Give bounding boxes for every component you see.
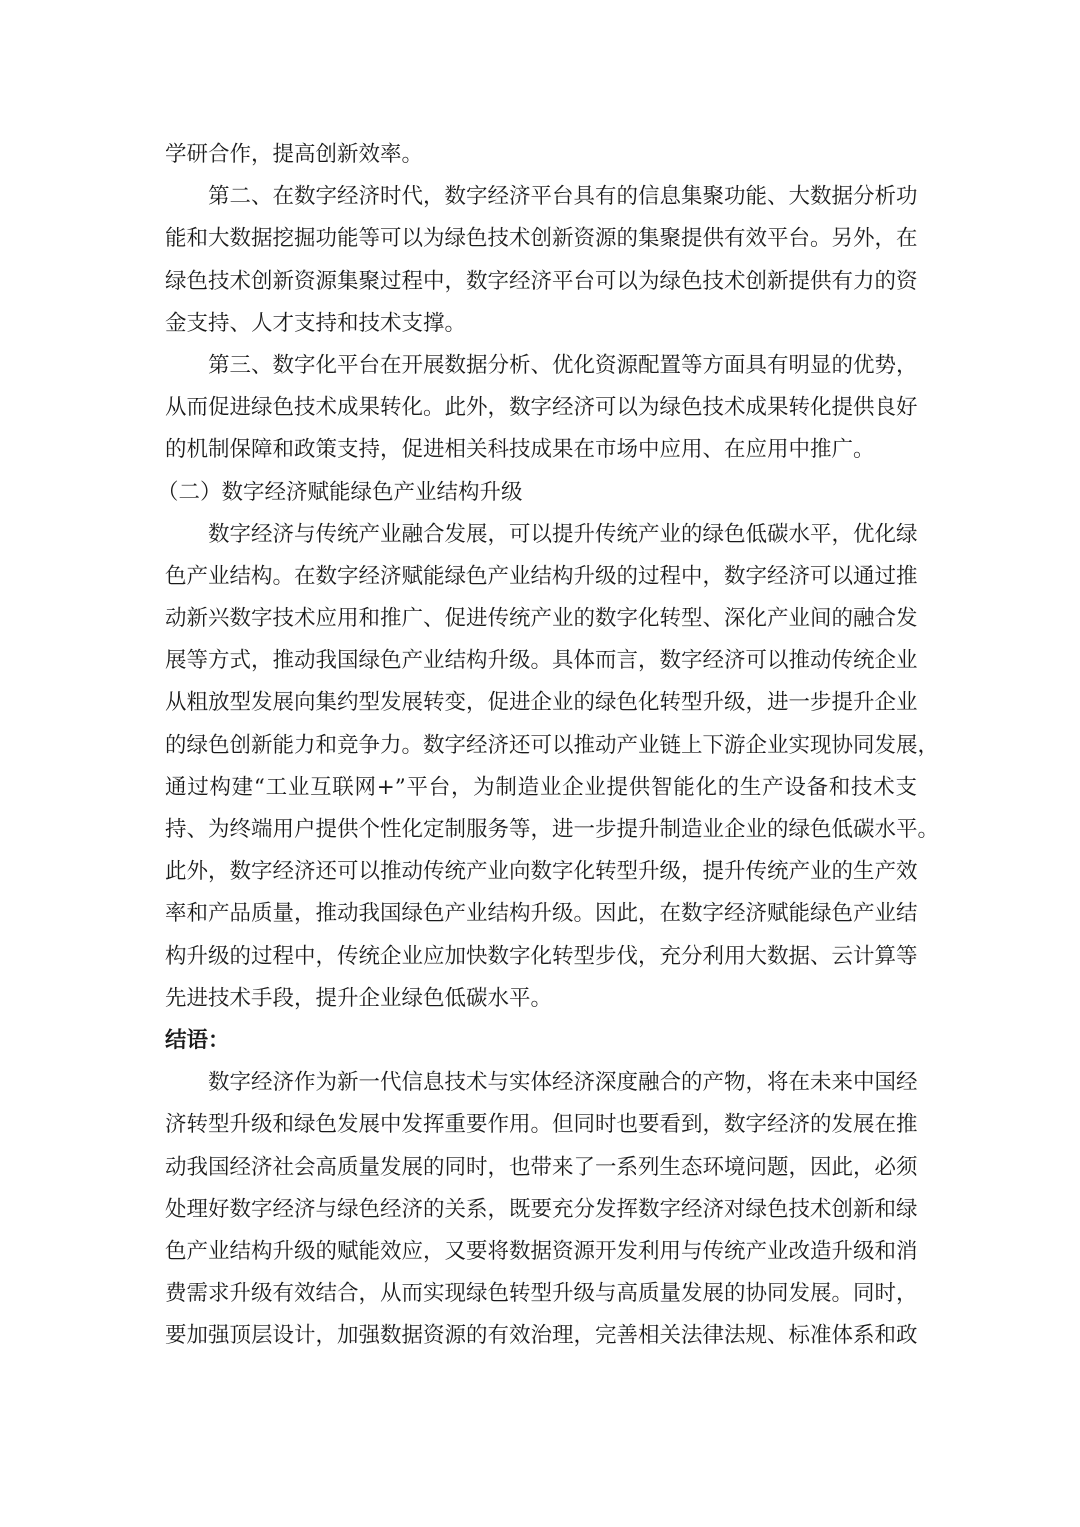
paragraph-line: 动我国经济社会高质量发展的同时，也带来了一系列生态环境问题，因此，必须 (165, 1154, 918, 1180)
paragraph-line: 的机制保障和政策支持，促进相关科技成果在市场中应用、在应用中推广。 (165, 437, 875, 463)
paragraph-line: 第三、数字化平台在开展数据分析、优化资源配置等方面具有明显的优势， (208, 352, 918, 378)
document-page (157, 134, 940, 1357)
paragraph-line: 色产业结构。在数字经济赋能绿色产业结构升级的过程中，数字经济可以通过推 (165, 563, 918, 589)
paragraph-line: 能和大数据挖掘功能等可以为绿色技术创新资源的集聚提供有效平台。另外，在 (165, 226, 918, 252)
paragraph-line: 先进技术手段，提升企业绿色低碳水平。 (165, 985, 553, 1011)
paragraph-line: 动新兴数字技术应用和推广、促进传统产业的数字化转型、深化产业间的融合发 (165, 606, 918, 632)
paragraph-line: 色产业结构升级的赋能效应，又要将数据资源开发利用与传统产业改造升级和消 (165, 1238, 918, 1264)
paragraph-line: 处理好数字经济与绿色经济的关系，既要充分发挥数字经济对绿色技术创新和绿 (165, 1196, 918, 1222)
paragraph-line: 此外，数字经济还可以推动传统产业向数字化转型升级，提升传统产业的生产效 (165, 859, 918, 885)
paragraph-line: 率和产品质量，推动我国绿色产业结构升级。因此，在数字经济赋能绿色产业结 (165, 901, 918, 927)
paragraph-line: 从而促进绿色技术成果转化。此外，数字经济可以为绿色技术成果转化提供良好 (165, 395, 918, 421)
paragraph-line: 构升级的过程中，传统企业应加快数字化转型步伐，充分利用大数据、云计算等 (165, 943, 918, 969)
paragraph-line: 的绿色创新能力和竞争力。数字经济还可以推动产业链上下游企业实现协同发展， (165, 732, 940, 758)
section-subheading: （二）数字经济赋能绿色产业结构升级 (157, 479, 523, 505)
conclusion-heading: 结语： (165, 1027, 230, 1053)
paragraph-line: 学研合作，提高创新效率。 (165, 142, 424, 167)
paragraph-line: 展等方式，推动我国绿色产业结构升级。具体而言，数字经济可以推动传统企业 (165, 648, 918, 674)
paragraph-line: 数字经济与传统产业融合发展，可以提升传统产业的绿色低碳水平，优化绿 (208, 521, 918, 547)
paragraph-line: 绿色技术创新资源集聚过程中，数字经济平台可以为绿色技术创新提供有力的资 (165, 268, 918, 294)
paragraph-line: 数字经济作为新一代信息技术与实体经济深度融合的产物，将在未来中国经 (208, 1070, 918, 1096)
paragraph-line: 通过构建“工业互联网+”平台，为制造业企业提供智能化的生产设备和技术支 (165, 774, 917, 800)
paragraph-line: 费需求升级有效结合，从而实现绿色转型升级与高质量发展的协同发展。同时， (165, 1281, 918, 1307)
paragraph-line: 要加强顶层设计，加强数据资源的有效治理，完善相关法律法规、标准体系和政 (165, 1323, 918, 1349)
paragraph-line: 持、为终端用户提供个性化定制服务等，进一步提升制造业企业的绿色低碳水平。 (165, 817, 940, 842)
paragraph-line: 第二、在数字经济时代，数字经济平台具有的信息集聚功能、大数据分析功 (208, 184, 918, 210)
paragraph-line: 济转型升级和绿色发展中发挥重要作用。但同时也要看到，数字经济的发展在推 (165, 1112, 918, 1138)
paragraph-line: 金支持、人才支持和技术支撑。 (165, 310, 467, 336)
paragraph-line: 从粗放型发展向集约型发展转变，促进企业的绿色化转型升级，进一步提升企业 (165, 690, 918, 716)
